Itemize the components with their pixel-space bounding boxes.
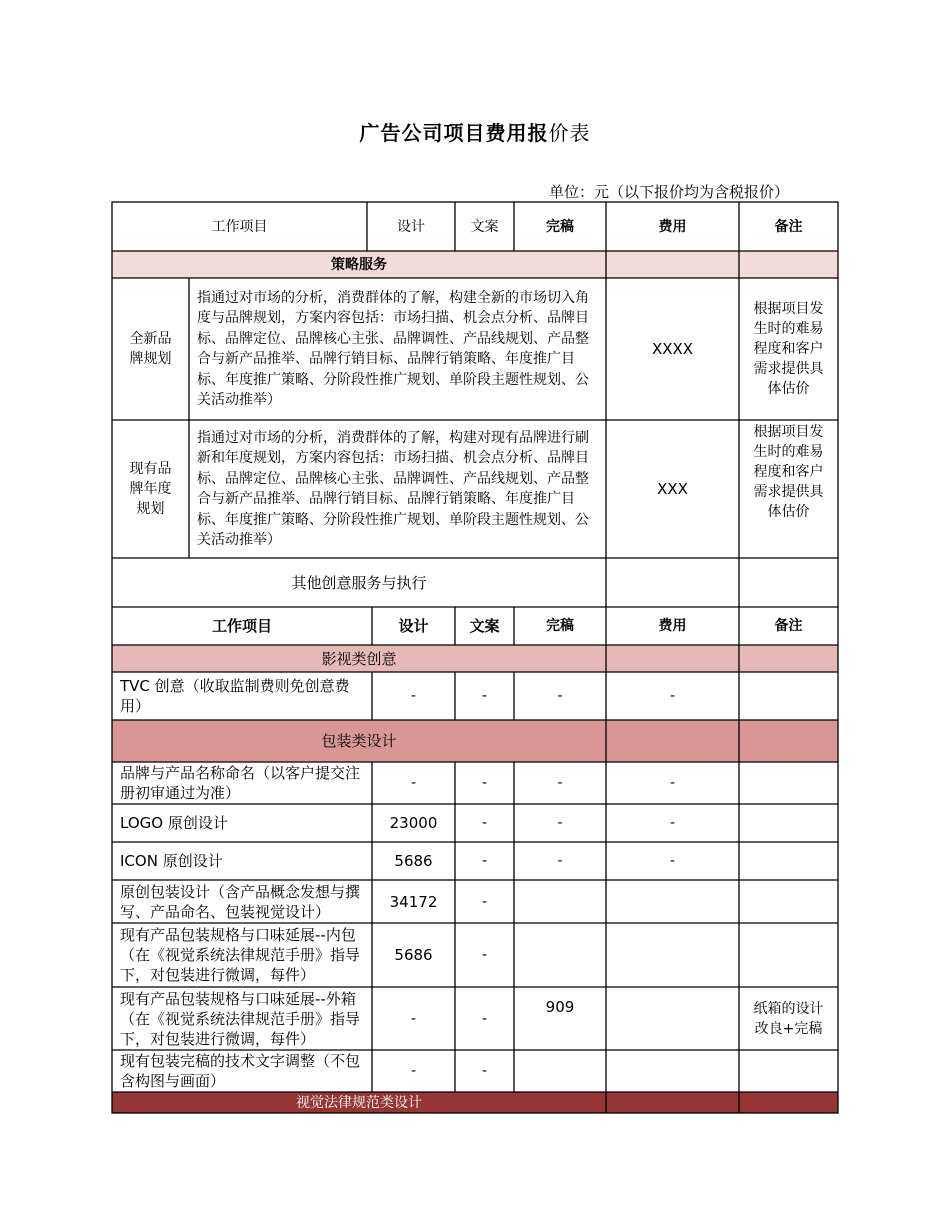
pack-row3-design: 5686	[394, 852, 433, 870]
tvc-fee: -	[669, 688, 676, 704]
tvc-copy: -	[481, 688, 488, 704]
header1-item: 工作项目	[211, 218, 268, 235]
header2-item: 工作项目	[211, 617, 272, 635]
tvc-item: TVC 创意（收取监制费则免创意费用）	[120, 677, 350, 715]
pack-row1-copy: -	[481, 775, 488, 791]
strategy-row1-fee: XXXX	[651, 340, 694, 358]
pack-row4-copy: -	[481, 893, 488, 910]
header1-final: 完稿	[546, 218, 574, 235]
video-section-title: 影视类创意	[321, 649, 397, 668]
pack-row1-fee: -	[669, 775, 676, 791]
header2-fee: 费用	[658, 618, 687, 634]
pack-row5-design: 5686	[394, 946, 433, 964]
other-services-title: 其他创意服务与执行	[291, 573, 427, 592]
pack-row3-fee: -	[669, 853, 676, 869]
pack-row5-item: 现有产品包装规格与口味延展--内包（在《视觉系统法律规范手册》指导下，对包装进行微调，每件）	[120, 926, 361, 984]
pack-row1-final: -	[557, 775, 563, 791]
pack-row3-final: -	[557, 853, 563, 869]
pack-row7-copy: -	[481, 1063, 488, 1079]
strategy-row1-name: 全新品牌规划	[129, 331, 172, 367]
header1-design: 设计	[397, 218, 425, 235]
pack-row6-design: -	[410, 1010, 417, 1027]
pack-row7-design: -	[410, 1063, 417, 1079]
pack-row1-design: -	[410, 775, 417, 791]
strategy-row1-remark: 根据项目发生时的难易程度和客户需求提供具体估价	[753, 301, 824, 397]
pack-row6-item: 现有产品包装规格与口味延展--外箱（在《视觉系统法律规范手册》指导下，对包装进行微调，每件）	[120, 989, 361, 1048]
pack-row1-item: 品牌与产品名称命名（以客户提交注册初审通过为准）	[120, 764, 361, 802]
strategy-row2-desc: 指通过对市场的分析，消费群体的了解，构建对现有品牌进行刷新和年度规划，方案内容包括：市场扫描、机会点分析、品牌目标、品牌定位、品牌核心主张、品牌调性、产品线规划、产品整合与新产品推举、品牌行销目标、品牌行销策略、年度推广目标、年度推广策略、分阶段性推广规划、单阶段主题性规划、公关活动推举）	[197, 429, 589, 548]
pack-row2-final: -	[557, 815, 563, 831]
pack-row2-design: 23000	[389, 814, 438, 832]
unit-note: 单位：元（以下报价均为含税报价）	[549, 183, 790, 201]
strategy-section-title: 策略服务	[331, 256, 387, 273]
pack-row2-fee: -	[669, 815, 676, 831]
pack-row4-item: 原创包装设计（含产品概念发想与撰写、产品命名、包装视觉设计）	[120, 882, 361, 921]
pack-section-title: 包装类设计	[321, 732, 397, 750]
pack-row6-remark: 纸箱的设计改良+完稿	[753, 1000, 824, 1037]
strategy-row2-fee: XXX	[657, 480, 688, 498]
header2-copy: 文案	[469, 617, 500, 635]
tvc-design: -	[410, 688, 417, 704]
pack-row6-copy: -	[481, 1010, 488, 1027]
pack-row3-item: ICON 原创设计	[120, 852, 223, 870]
page-title: 广告公司项目费用报价表	[359, 121, 591, 145]
header1-fee: 费用	[658, 218, 687, 235]
visual-section-title: 视觉法律规范类设计	[296, 1094, 422, 1111]
strategy-row1-desc: 指通过对市场的分析，消费群体的了解，构建全新的市场切入角度与品牌规划，方案内容包括：市场扫描、机会点分析、品牌目标、品牌定位、品牌核心主张、品牌调性、产品线规划、产品整合与新产品推举、品牌行销目标、品牌行销策略、年度推广目标、年度推广策略、分阶段性推广规划、单阶段主题性规划、公关活动推举）	[197, 289, 589, 408]
pack-row6-final: 909	[545, 998, 575, 1016]
header2-remark: 备注	[774, 618, 803, 634]
tvc-final: -	[557, 688, 563, 704]
pack-row4-design: 34172	[389, 892, 438, 911]
pack-row3-copy: -	[481, 853, 488, 869]
header1-remark: 备注	[774, 218, 803, 235]
strategy-row2-remark: 根据项目发生时的难易程度和客户需求提供具体估价	[753, 424, 824, 520]
pack-row2-copy: -	[481, 815, 488, 831]
header1-copy: 文案	[470, 218, 499, 235]
pack-row2-item: LOGO 原创设计	[120, 814, 228, 832]
pack-row7-item: 现有包装完稿的技术文字调整（不包含构图与画面）	[120, 1052, 361, 1090]
header2-design: 设计	[398, 617, 429, 635]
strategy-row2-name: 现有品牌年度规划	[129, 461, 172, 517]
header2-final: 完稿	[546, 618, 574, 634]
pack-row5-copy: -	[481, 947, 488, 963]
